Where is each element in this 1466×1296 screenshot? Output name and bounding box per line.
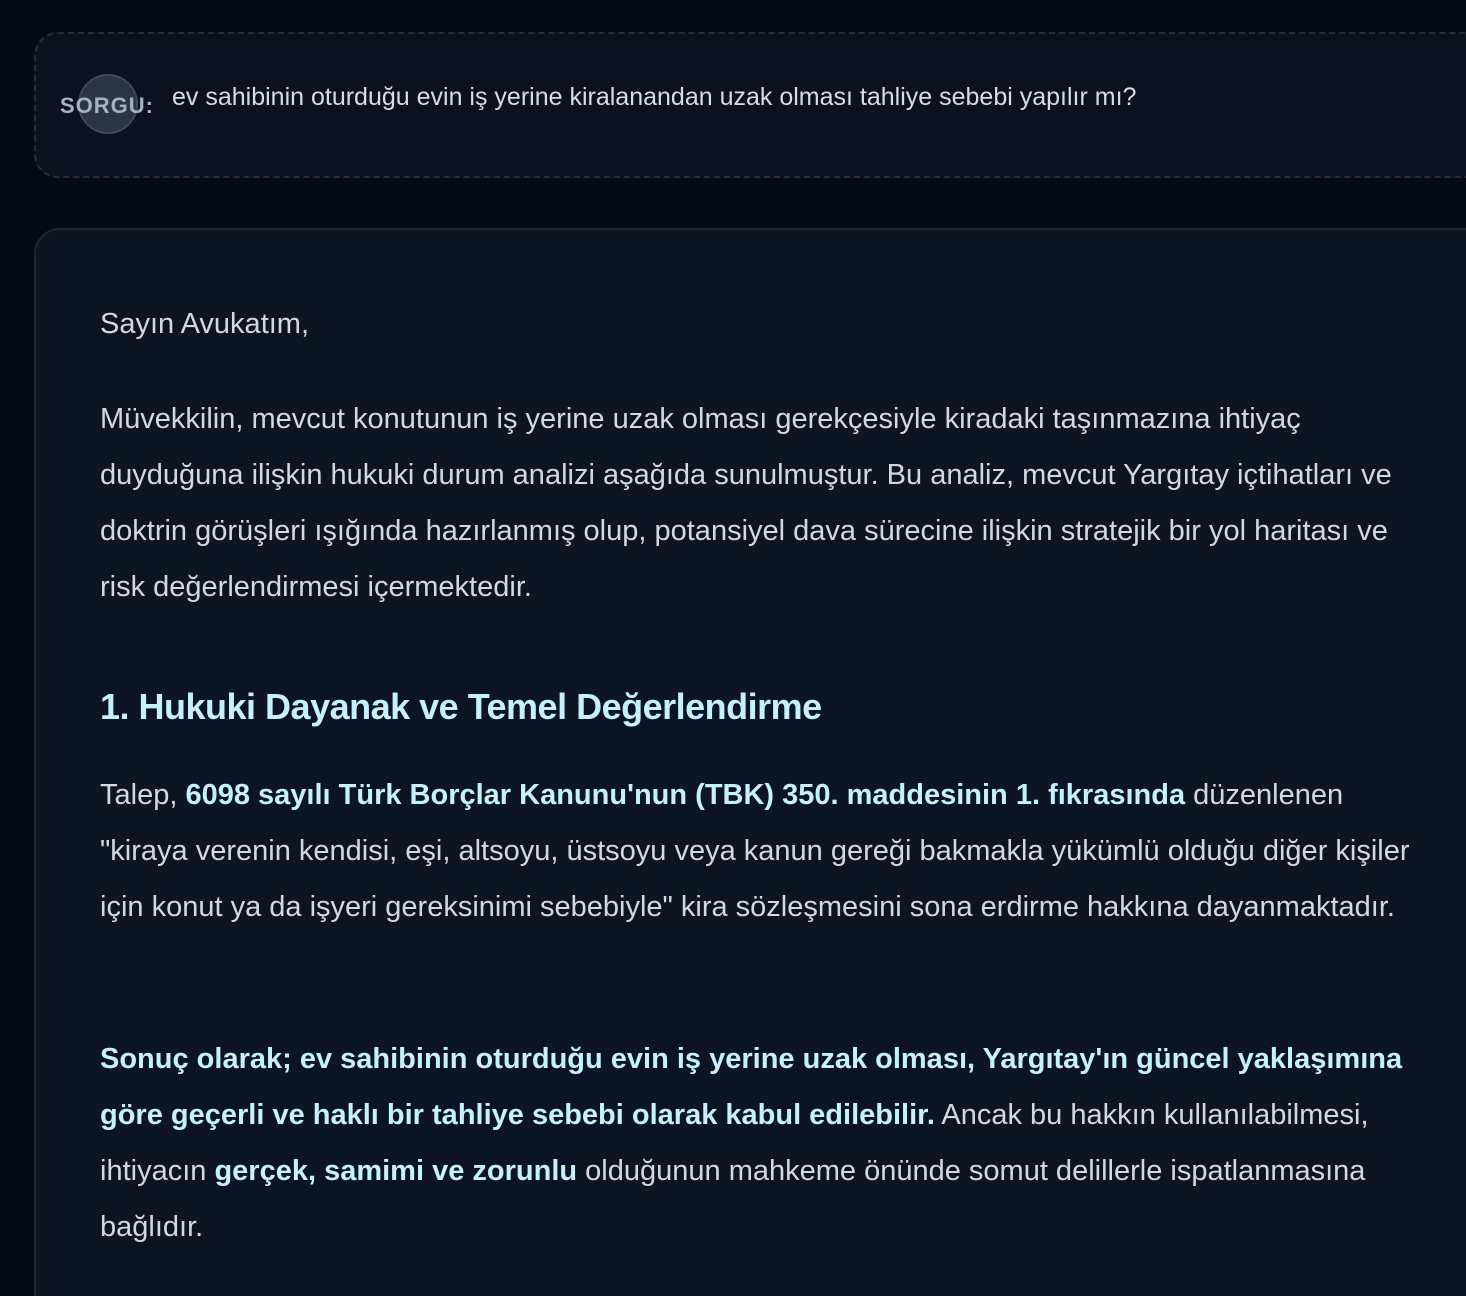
result-highlight: Sonuç olarak; ev sahibinin oturduğu evin iş yerine uzak olması, Yargıtay'ın güncel yaklaşımına göre geçerli ve haklı bir tahliye sebebi olarak kabul edilebilir. xyxy=(100,1043,1403,1131)
result-text-2: olduğunun mahkeme önünde somut delillerle ispatlanmasına bağlıdır. xyxy=(100,1155,1366,1243)
intro-paragraph: Müvekkilin, mevcut konutunun iş yerine uzak olması gerekçesiyle kiradaki taşınmazına ihtiyaç duyduğuna ilişkin hukuki durum analizi aşağıda sunulmuştur. Bu analiz, mevcut Yargıtay içtihatları ve doktrin görüşleri ışığında hazırlanmış olup, potansiyel dava sürecine ilişkin stratejik bir yol haritası ve risk değerlendirmesi içermektedir. xyxy=(100,403,1392,603)
legal-basis-paragraph xyxy=(100,767,1410,935)
result-paragraph xyxy=(100,1031,1410,1255)
section-heading: 1. Hukuki Dayanak ve Temel Değerlendirme xyxy=(100,686,822,727)
basis-prefix: Talep, xyxy=(100,779,186,811)
query-label: SORGU: xyxy=(60,93,154,118)
query-text: ev sahibinin oturduğu evin iş yerine kiralanandan uzak olması tahliye sebebi yapılır mı? xyxy=(172,83,1137,111)
result-text: Ancak bu hakkın kullanılabilmesi, ihtiyacın xyxy=(100,1099,1369,1187)
greeting: Sayın Avukatım, xyxy=(100,308,310,340)
result-highlight-2: gerçek, samimi ve zorunlu xyxy=(214,1155,578,1187)
basis-suffix: düzenlenen "kiraya verenin kendisi, eşi, altsoyu, üstsoyu veya kanun gereği bakmakla yükümlü olduğu diğer kişiler için konut ya da işyeri gereksinimi sebebiyle" kira sözleşmesini sona erdirme hakkına dayanmaktadır. xyxy=(100,779,1410,923)
basis-highlight: 6098 sayılı Türk Borçlar Kanunu'nun (TBK) 350. maddesinin 1. fıkrasında xyxy=(185,779,1186,811)
